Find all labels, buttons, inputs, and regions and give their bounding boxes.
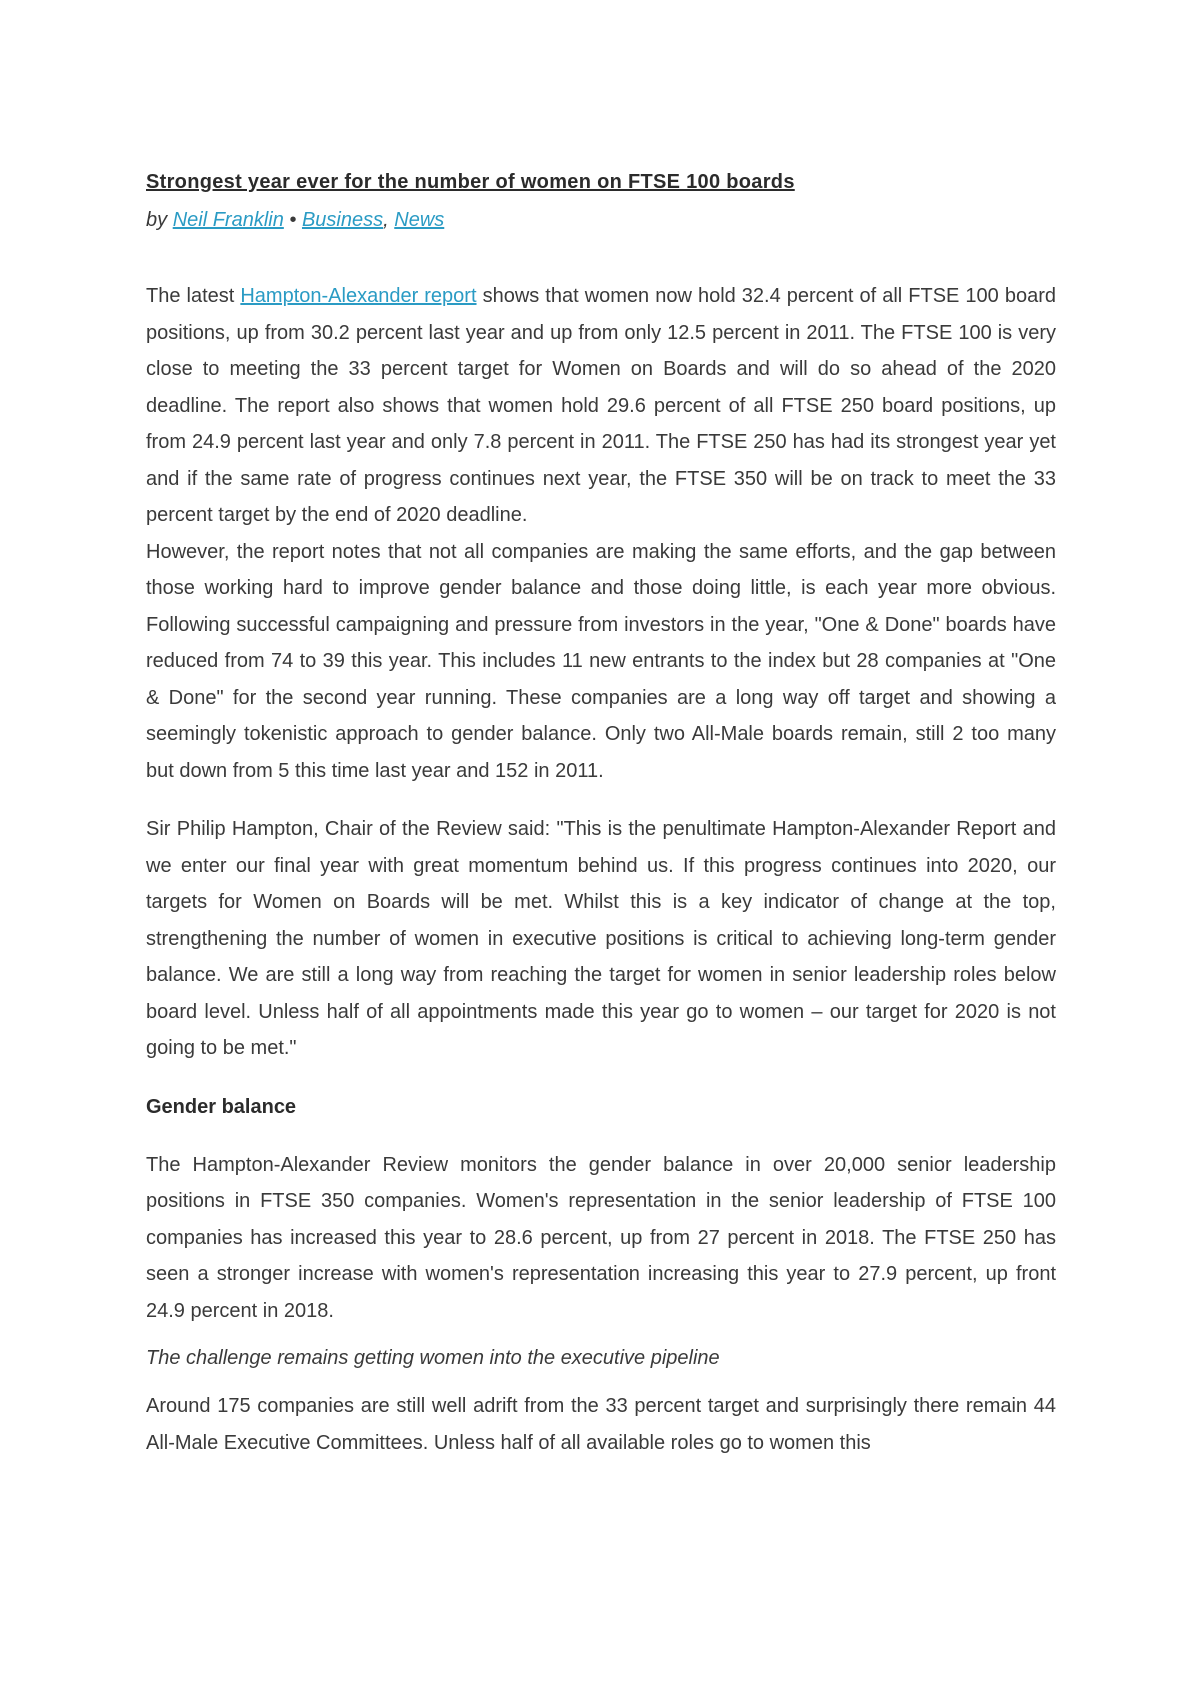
paragraph-report-summary bbox=[146, 278, 1056, 534]
category-link-news[interactable]: News bbox=[394, 209, 445, 231]
byline-prefix: by bbox=[146, 209, 173, 231]
article-title: Strongest year ever for the number of women on FTSE 100 boards bbox=[146, 171, 795, 193]
paragraph-gender-balance: The Hampton-Alexander Review monitors the gender balance in over 20,000 senior leadership positions in FTSE 350 companies. Women's representation in the senior leadership of FTSE 100 companies has increased this year to 28.6 percent, up from 27 percent in 2018. The FTSE 250 has seen a stronger increase with women's representation increasing this year to 27.9 percent, up front 24.9 percent in 2018. bbox=[146, 1153, 1056, 1322]
paragraph-executive-pipeline: Around 175 companies are still well adrift from the 33 percent target and surprisingly there remain 44 All-Male Executive Committees. Unless half of all available roles go to women this bbox=[146, 1395, 1056, 1454]
author-link[interactable]: Neil Franklin bbox=[172, 209, 284, 231]
paragraph-one-and-done: However, the report notes that not all companies are making the same efforts, and the gap between those working hard to improve gender balance and those doing little, is each year more obvious. Following successful campaigning and pressure from investors in the year, "One & Done" boards have reduced from 74 to 39 this year. This includes 11 new entrants to the index but 28 companies at "One & Done" for the second year running. These companies are a long way off target and showing a seemingly tokenistic approach to gender balance. Only two All-Male boards remain, still 2 too many but down from 5 this time last year and 152 in 2011. bbox=[146, 540, 1056, 782]
paragraph-1-body: shows that women now hold 32.4 percent of all FTSE 100 board positions, up from 30.2 percent last year and up from only 12.5 percent in 2011. The FTSE 100 is very close to meeting the 33 percent target for Women on Boards and will do so ahead of the 2020 deadline. The report also shows that women hold 29.6 percent of all FTSE 250 board positions, up from 24.9 percent last year and only 7.8 percent in 2011. The FTSE 250 has had its strongest year yet and if the same rate of progress continues next year, the FTSE 350 will be on track to meet the 33 percent target by the end of 2020 deadline. bbox=[146, 285, 1056, 526]
category-link-business[interactable]: Business bbox=[301, 209, 384, 231]
italic-subheading: The challenge remains getting women into the executive pipeline bbox=[146, 1347, 720, 1369]
article-byline bbox=[146, 206, 1056, 234]
byline-separator: , bbox=[383, 209, 395, 231]
document-page bbox=[146, 168, 1056, 1461]
section-heading: Gender balance bbox=[146, 1095, 297, 1118]
report-link[interactable]: Hampton-Alexander report bbox=[240, 285, 477, 307]
paragraph-hampton-quote: Sir Philip Hampton, Chair of the Review said: "This is the penultimate Hampton-Alexander Report and we enter our final year with great momentum behind us. If this progress continues into 2020, our targets for Women on Boards will be met. Whilst this is a key indicator of change at the top, strengthening the number of women in executive positions is critical to achieving long-term gender balance. We are still a long way from reaching the target for women in senior leadership roles below board level. Unless half of all appointments made this year go to women – our target for 2020 is not going to be met." bbox=[146, 818, 1056, 1059]
byline-bullet: • bbox=[283, 209, 302, 231]
paragraph-1-intro: The latest bbox=[146, 285, 241, 307]
